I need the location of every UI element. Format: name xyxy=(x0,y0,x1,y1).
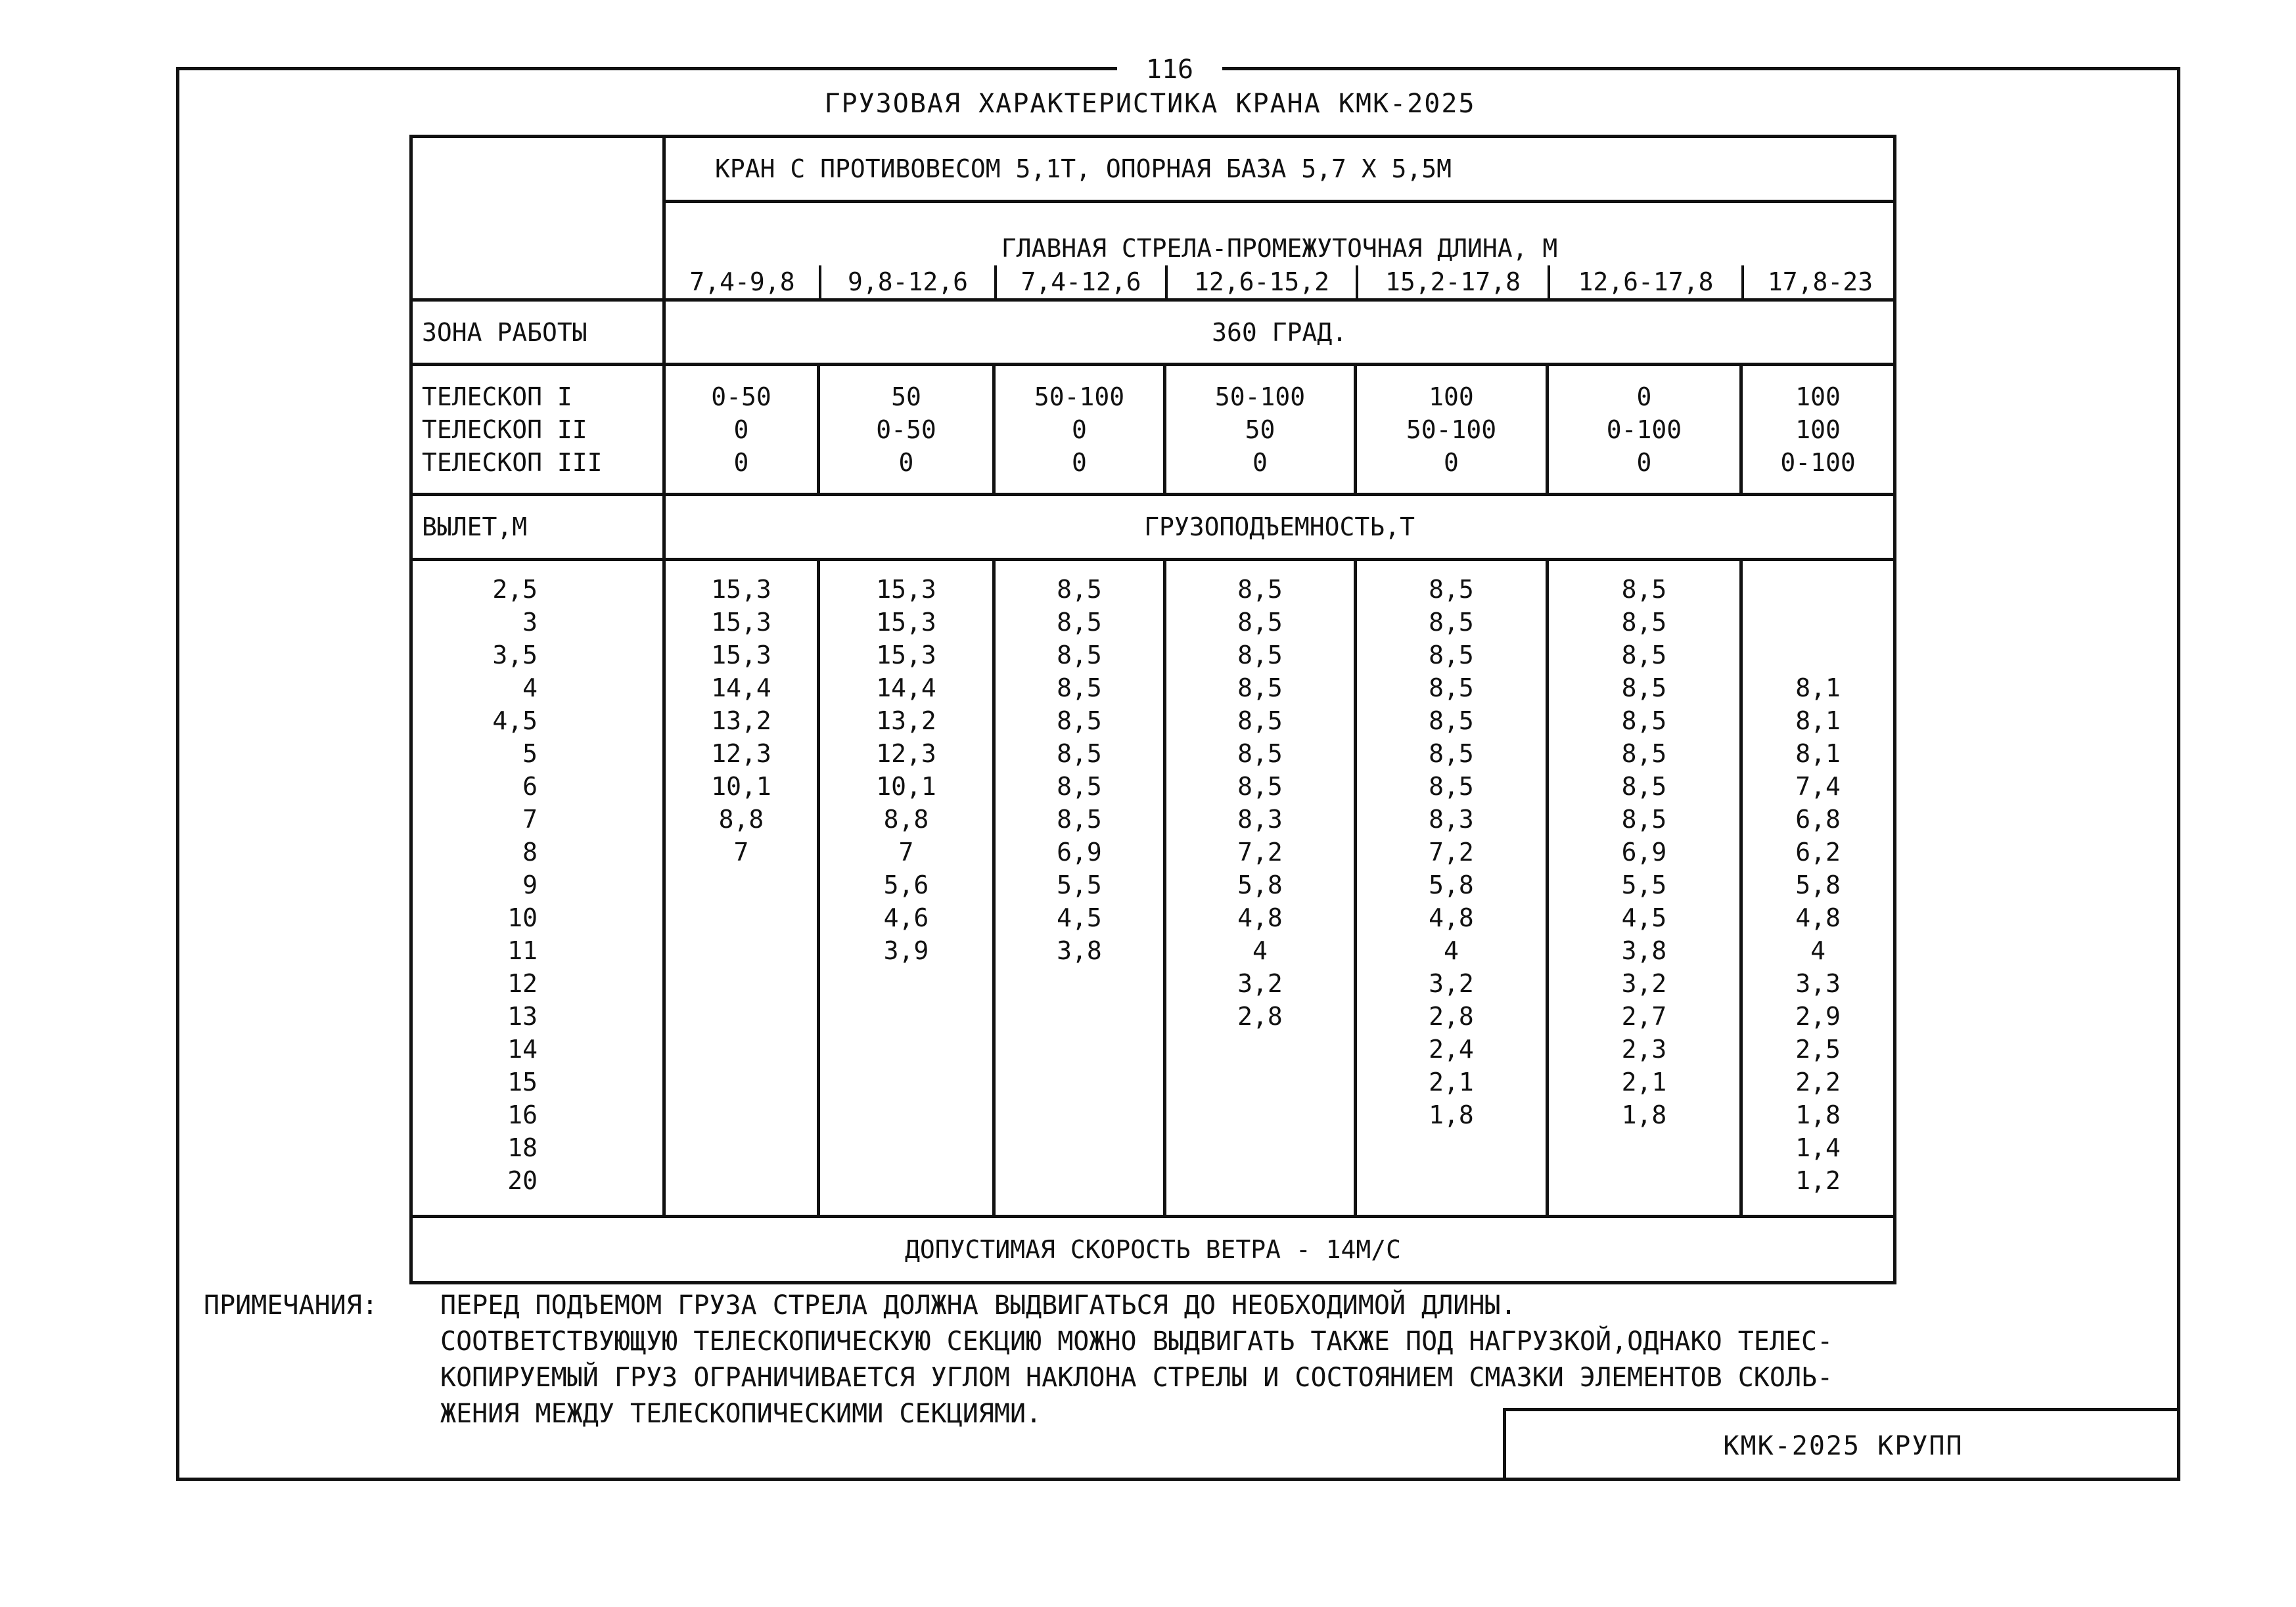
telescope-value: 50-100 xyxy=(1214,382,1306,411)
boom-range: 7,4-9,8 xyxy=(689,267,795,296)
capacity-value xyxy=(820,1033,992,1066)
capacity-value: 8,5 xyxy=(1429,673,1474,702)
capacity-value: 8,5 xyxy=(1621,673,1667,702)
capacity-value: 4 xyxy=(1252,936,1268,965)
capacity-value: 8,5 xyxy=(1057,608,1102,637)
capacity-value: 8,5 xyxy=(1429,608,1474,637)
capacity-value xyxy=(1166,1066,1354,1098)
capacity-value: 6,9 xyxy=(1057,838,1102,867)
capacity-value: 3,8 xyxy=(1057,936,1102,965)
capacity-value: 15,3 xyxy=(876,641,936,669)
capacity-value: 4,6 xyxy=(883,903,929,932)
capacity-value: 8,5 xyxy=(1057,575,1102,604)
reach-value: 18 xyxy=(507,1133,538,1162)
boom-range: 7,4-12,6 xyxy=(996,265,1166,298)
capacity-column xyxy=(994,560,1165,1217)
corner-cell xyxy=(411,137,664,300)
capacity-value: 8,3 xyxy=(1429,805,1474,834)
reach-value: 6 xyxy=(522,772,538,801)
capacity-value: 1,2 xyxy=(1795,1166,1841,1195)
reach-value: 12 xyxy=(507,969,538,998)
reach-value: 3,5 xyxy=(492,641,538,669)
reach-label: ВЫЛЕТ,М xyxy=(411,495,664,560)
telescope-label: ТЕЛЕСКОП III xyxy=(422,447,603,477)
reach-value: 9 xyxy=(522,871,538,899)
telescope-value: 0 xyxy=(1444,447,1459,477)
page-number: 116 xyxy=(1117,54,1222,85)
capacity-value: 15,3 xyxy=(876,608,936,637)
capacity-value: 2,1 xyxy=(1429,1068,1474,1097)
capacity-column xyxy=(1165,560,1356,1217)
capacity-value xyxy=(996,1033,1163,1066)
reach-value: 5 xyxy=(522,739,538,768)
capacity-label: ГРУЗОПОДЪЕМНОСТЬ,Т xyxy=(664,495,1895,560)
crane-config: КРАН С ПРОТИВОВЕСОМ 5,1Т, ОПОРНАЯ БАЗА 5,7 Х 5,5М xyxy=(664,137,1895,202)
capacity-value xyxy=(1166,1164,1354,1197)
capacity-value: 8,5 xyxy=(1429,706,1474,735)
telescope-value: 0-100 xyxy=(1780,447,1856,477)
capacity-value: 13,2 xyxy=(876,706,936,735)
capacity-value: 8,5 xyxy=(1429,641,1474,669)
boom-range: 12,6-15,2 xyxy=(1166,265,1357,298)
capacity-value xyxy=(666,1164,817,1197)
capacity-value: 4,8 xyxy=(1795,903,1841,932)
capacity-value xyxy=(666,1000,817,1033)
capacity-value: 2,5 xyxy=(1795,1035,1841,1064)
note-line: ПЕРЕД ПОДЪЕМОМ ГРУЗА СТРЕЛА ДОЛЖНА ВЫДВИГАТЬСЯ ДО НЕОБХОДИМОЙ ДЛИНЫ. xyxy=(440,1290,1517,1321)
capacity-value: 7,2 xyxy=(1429,838,1474,867)
telescope-value: 50-100 xyxy=(1034,382,1125,411)
capacity-value: 8,5 xyxy=(1057,739,1102,768)
capacity-value: 8,5 xyxy=(1237,641,1283,669)
capacity-value: 10,1 xyxy=(876,772,936,801)
telescope-value: 0 xyxy=(733,415,749,444)
capacity-column xyxy=(1741,560,1895,1217)
capacity-value xyxy=(1549,1131,1739,1164)
capacity-value: 15,3 xyxy=(876,575,936,604)
capacity-value xyxy=(666,1033,817,1066)
telescope-value: 100 xyxy=(1795,415,1841,444)
capacity-value: 8,5 xyxy=(1057,805,1102,834)
telescope-value: 50 xyxy=(891,382,921,411)
capacity-value: 1,8 xyxy=(1429,1100,1474,1129)
capacity-value: 8,5 xyxy=(1429,739,1474,768)
capacity-value: 14,4 xyxy=(876,673,936,702)
capacity-value xyxy=(820,1098,992,1131)
capacity-value xyxy=(996,1131,1163,1164)
capacity-value: 7 xyxy=(733,838,749,867)
capacity-value: 15,3 xyxy=(711,608,771,637)
wind-note: ДОПУСТИМАЯ СКОРОСТЬ ВЕТРА - 14М/С xyxy=(411,1217,1895,1283)
capacity-value: 4 xyxy=(1810,936,1825,965)
boom-length-title: ГЛАВНАЯ СТРЕЛА-ПРОМЕЖУТОЧНАЯ ДЛИНА, М xyxy=(1001,234,1558,263)
capacity-value: 4,8 xyxy=(1429,903,1474,932)
capacity-value: 8,5 xyxy=(1237,608,1283,637)
boom-range: 12,6-17,8 xyxy=(1549,265,1743,298)
capacity-column xyxy=(819,560,994,1217)
capacity-value: 6,8 xyxy=(1795,805,1841,834)
note-line: КОПИРУЕМЫЙ ГРУЗ ОГРАНИЧИВАЕТСЯ УГЛОМ НАКЛОНА СТРЕЛЫ И СОСТОЯНИЕМ СМАЗКИ ЭЛЕМЕНТОВ СКОЛЬ- xyxy=(440,1363,1833,1393)
capacity-value xyxy=(666,1066,817,1098)
capacity-column xyxy=(664,560,819,1217)
capacity-value xyxy=(1166,1098,1354,1131)
capacity-value: 5,8 xyxy=(1795,871,1841,899)
capacity-value xyxy=(996,1066,1163,1098)
capacity-value: 5,8 xyxy=(1237,871,1283,899)
capacity-value: 8,5 xyxy=(1057,772,1102,801)
telescope-value: 50-100 xyxy=(1406,415,1497,444)
telescope-col xyxy=(1548,365,1741,495)
capacity-value: 5,6 xyxy=(883,871,929,899)
capacity-value: 8,5 xyxy=(1057,706,1102,735)
capacity-value: 5,5 xyxy=(1057,871,1102,899)
capacity-value: 8,5 xyxy=(1621,772,1667,801)
capacity-value: 12,3 xyxy=(876,739,936,768)
capacity-value: 8,1 xyxy=(1795,739,1841,768)
boom-range: 17,8-23 xyxy=(1743,265,1896,298)
telescope-value: 0 xyxy=(1636,447,1652,477)
capacity-value xyxy=(666,1098,817,1131)
capacity-value: 3,8 xyxy=(1621,936,1667,965)
capacity-value: 8,8 xyxy=(883,805,929,834)
capacity-value: 3,2 xyxy=(1621,969,1667,998)
title-block-stamp: КМК-2025 КРУПП xyxy=(1503,1408,2180,1481)
boom-range: 9,8-12,6 xyxy=(820,265,996,298)
reach-value: 14 xyxy=(507,1035,538,1064)
capacity-value: 4,5 xyxy=(1621,903,1667,932)
capacity-value: 1,8 xyxy=(1621,1100,1667,1129)
capacity-value: 6,2 xyxy=(1795,838,1841,867)
capacity-value xyxy=(996,1000,1163,1033)
telescope-value: 0 xyxy=(733,447,749,477)
telescope-col xyxy=(1741,365,1895,495)
capacity-value: 8,5 xyxy=(1621,608,1667,637)
capacity-value: 15,3 xyxy=(711,641,771,669)
note-line: СООТВЕТСТВУЮЩУЮ ТЕЛЕСКОПИЧЕСКУЮ СЕКЦИЮ МОЖНО ВЫДВИГАТЬ ТАКЖЕ ПОД НАГРУЗКОЙ,ОДНАКО ТЕЛЕС- xyxy=(440,1326,1833,1357)
capacity-value: 1,4 xyxy=(1795,1133,1841,1162)
reach-value: 10 xyxy=(507,903,538,932)
capacity-value xyxy=(820,967,992,1000)
capacity-value: 7,4 xyxy=(1795,772,1841,801)
telescope-value: 0 xyxy=(1636,382,1652,411)
capacity-value xyxy=(666,1131,817,1164)
reach-value: 7 xyxy=(522,805,538,834)
zone-value: 360 ГРАД. xyxy=(664,300,1895,365)
capacity-value: 4 xyxy=(1444,936,1459,965)
capacity-value xyxy=(1743,573,1893,606)
zone-label: ЗОНА РАБОТЫ xyxy=(411,300,664,365)
reach-value: 13 xyxy=(507,1002,538,1031)
capacity-value: 8,5 xyxy=(1237,575,1283,604)
capacity-value: 1,8 xyxy=(1795,1100,1841,1129)
telescope-value: 50 xyxy=(1245,415,1275,444)
capacity-value xyxy=(1743,606,1893,639)
telescope-value: 100 xyxy=(1795,382,1841,411)
telescope-col xyxy=(994,365,1165,495)
capacity-value xyxy=(666,901,817,934)
capacity-value xyxy=(666,934,817,967)
capacity-value: 8,1 xyxy=(1795,706,1841,735)
capacity-value: 12,3 xyxy=(711,739,771,768)
capacity-value xyxy=(1166,1033,1354,1066)
telescope-label: ТЕЛЕСКОП I xyxy=(422,382,572,411)
capacity-value: 8,5 xyxy=(1429,772,1474,801)
capacity-value xyxy=(1166,1131,1354,1164)
capacity-value: 8,8 xyxy=(718,805,764,834)
telescope-value: 0-50 xyxy=(711,382,771,411)
telescope-col xyxy=(1356,365,1548,495)
capacity-value xyxy=(1357,1164,1546,1197)
telescope-value: 0 xyxy=(898,447,914,477)
capacity-value: 8,5 xyxy=(1621,706,1667,735)
capacity-value xyxy=(820,1131,992,1164)
capacity-value xyxy=(666,869,817,901)
boom-range: 15,2-17,8 xyxy=(1357,265,1549,298)
telescope-labels xyxy=(411,365,664,495)
capacity-value: 4,8 xyxy=(1237,903,1283,932)
capacity-value xyxy=(1549,1164,1739,1197)
capacity-value: 2,3 xyxy=(1621,1035,1667,1064)
capacity-value: 10,1 xyxy=(711,772,771,801)
capacity-value xyxy=(1357,1131,1546,1164)
capacity-value: 8,5 xyxy=(1057,641,1102,669)
capacity-value: 2,9 xyxy=(1795,1002,1841,1031)
capacity-value: 8,5 xyxy=(1429,575,1474,604)
capacity-value: 8,5 xyxy=(1237,673,1283,702)
capacity-value: 3,2 xyxy=(1429,969,1474,998)
capacity-value: 8,1 xyxy=(1795,673,1841,702)
capacity-value: 8,5 xyxy=(1621,739,1667,768)
reach-value: 3 xyxy=(522,608,538,637)
capacity-value xyxy=(820,1066,992,1098)
capacity-value: 13,2 xyxy=(711,706,771,735)
capacity-value: 3,2 xyxy=(1237,969,1283,998)
capacity-value: 3,3 xyxy=(1795,969,1841,998)
load-chart-table xyxy=(409,135,1896,1284)
telescope-value: 0 xyxy=(1072,447,1087,477)
capacity-value: 8,5 xyxy=(1237,739,1283,768)
capacity-value: 2,4 xyxy=(1429,1035,1474,1064)
telescope-value: 0 xyxy=(1072,415,1087,444)
telescope-value: 100 xyxy=(1429,382,1474,411)
capacity-value: 8,5 xyxy=(1621,805,1667,834)
reach-value: 2,5 xyxy=(492,575,538,604)
reach-value: 4,5 xyxy=(492,706,538,735)
page-title: ГРУЗОВАЯ ХАРАКТЕРИСТИКА КРАНА КМК-2025 xyxy=(824,89,1476,119)
reach-value: 11 xyxy=(507,936,538,965)
telescope-col xyxy=(1165,365,1356,495)
capacity-column xyxy=(1356,560,1548,1217)
capacity-column xyxy=(1548,560,1741,1217)
telescope-col xyxy=(664,365,819,495)
capacity-value: 8,5 xyxy=(1621,575,1667,604)
capacity-value: 8,3 xyxy=(1237,805,1283,834)
capacity-value xyxy=(820,1164,992,1197)
reach-column xyxy=(411,560,664,1217)
capacity-value: 8,5 xyxy=(1237,772,1283,801)
capacity-value xyxy=(996,1164,1163,1197)
capacity-value xyxy=(820,1000,992,1033)
capacity-value xyxy=(996,967,1163,1000)
capacity-value: 15,3 xyxy=(711,575,771,604)
capacity-value: 2,8 xyxy=(1429,1002,1474,1031)
boom-ranges xyxy=(666,265,1896,298)
reach-value: 4 xyxy=(522,673,538,702)
capacity-value: 3,9 xyxy=(883,936,929,965)
reach-value: 20 xyxy=(507,1166,538,1195)
capacity-value: 2,8 xyxy=(1237,1002,1283,1031)
boom-length-header xyxy=(664,202,1895,300)
capacity-value: 7,2 xyxy=(1237,838,1283,867)
capacity-value: 6,9 xyxy=(1621,838,1667,867)
capacity-value: 2,7 xyxy=(1621,1002,1667,1031)
telescope-label: ТЕЛЕСКОП II xyxy=(422,415,587,444)
telescope-col xyxy=(819,365,994,495)
capacity-value xyxy=(666,967,817,1000)
capacity-value: 5,8 xyxy=(1429,871,1474,899)
telescope-value: 0 xyxy=(1252,447,1268,477)
telescope-value: 0-100 xyxy=(1606,415,1682,444)
capacity-value: 8,5 xyxy=(1621,641,1667,669)
capacity-value: 2,2 xyxy=(1795,1068,1841,1097)
capacity-value: 8,5 xyxy=(1237,706,1283,735)
capacity-value xyxy=(996,1098,1163,1131)
reach-value: 16 xyxy=(507,1100,538,1129)
telescope-value: 0-50 xyxy=(876,415,936,444)
capacity-value: 5,5 xyxy=(1621,871,1667,899)
reach-value: 15 xyxy=(507,1068,538,1097)
notes-label: ПРИМЕЧАНИЯ: xyxy=(204,1290,378,1321)
capacity-value: 4,5 xyxy=(1057,903,1102,932)
capacity-value: 8,5 xyxy=(1057,673,1102,702)
capacity-value xyxy=(1743,639,1893,671)
capacity-value: 7 xyxy=(898,838,914,867)
capacity-value: 14,4 xyxy=(711,673,771,702)
reach-value: 8 xyxy=(522,838,538,867)
note-line: ЖЕНИЯ МЕЖДУ ТЕЛЕСКОПИЧЕСКИМИ СЕКЦИЯМИ. xyxy=(440,1399,1042,1429)
capacity-value: 2,1 xyxy=(1621,1068,1667,1097)
